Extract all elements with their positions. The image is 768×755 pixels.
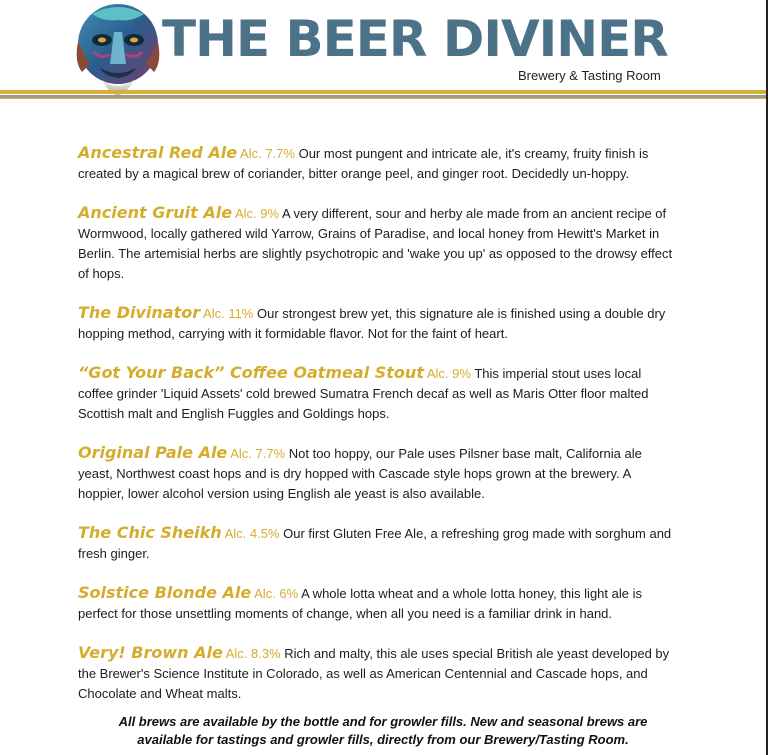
footer-line-2: available for tastings and growler fills, directly from our Brewery/Tasting Room.	[137, 732, 629, 747]
beer-description: A very different, sour and herby ale made from an ancient recipe of Wormwood, locally gathered wild Yarrow, Grains of Paradise, and local honey from Hewitt's Market in Berlin. The artemisial herbs are slightly psychotropic and 'wake you up' as opposed to the drowsy effect of hops.	[78, 206, 673, 281]
beer-description: This imperial stout uses local coffee grinder 'Liquid Assets' cold brewed Sumatra French decaf as well as Maris Otter floor malted Scottish malt and English Fuggles and Goldings hops.	[78, 366, 649, 421]
beer-description: Our first Gluten Free Ale, a refreshing grog made with sorghum and fresh ginger.	[78, 526, 672, 561]
beer-name: Solstice Blonde Ale	[78, 583, 252, 602]
beer-entry-the-divinator	[78, 303, 678, 344]
footer-note	[78, 713, 688, 749]
page-title: THE BEER DIVINER	[162, 10, 668, 68]
beer-list	[78, 143, 678, 723]
beer-entry-coffee-oatmeal-stout	[78, 363, 678, 424]
beer-name: Very! Brown Ale	[78, 643, 223, 662]
header-rule-gold-thin	[0, 98, 768, 99]
footer-line-1: All brews are available by the bottle and for growler fills. New and seasonal brews are	[118, 714, 648, 729]
beer-name: Ancient Gruit Ale	[78, 203, 233, 222]
beer-alcohol: Alc. 7.7%	[240, 146, 295, 161]
page-subtitle: Brewery & Tasting Room	[518, 68, 661, 83]
beer-alcohol: Alc. 8.3%	[225, 646, 281, 661]
beer-name: Ancestral Red Ale	[78, 143, 238, 162]
beer-name: The Divinator	[78, 303, 201, 322]
beer-alcohol: Alc. 6%	[254, 586, 299, 601]
beer-entry-ancestral-red-ale	[78, 143, 678, 184]
beer-name: Original Pale Ale	[78, 443, 228, 462]
beer-entry-very-brown-ale	[78, 643, 678, 704]
beer-description: Our most pungent and intricate ale, it's creamy, fruity finish is created by a magical brew of coriander, bitter orange peel, and ginger root. Decidedly un-hoppy.	[78, 146, 649, 181]
beer-description: A whole lotta wheat and a whole lotta honey, this light ale is perfect for those unsettling moments of change, when all you need is a familiar drink in hand.	[78, 586, 642, 621]
beer-alcohol: Alc. 11%	[203, 306, 254, 321]
beer-name: “Got Your Back” Coffee Oatmeal Stout	[78, 363, 424, 382]
beer-alcohol: Alc. 9%	[234, 206, 280, 221]
beer-description: Rich and malty, this ale uses special British ale yeast developed by the Brewer's Science Institute in Colorado, as well as American Centennial and Cascade hops, and Chocolate and Wheat malts.	[78, 646, 670, 701]
beer-alcohol: Alc. 7.7%	[230, 446, 286, 461]
beer-entry-solstice-blonde-ale	[78, 583, 678, 624]
beer-alcohol: Alc. 9%	[426, 366, 471, 381]
beer-entry-the-chic-sheikh	[78, 523, 678, 564]
beer-name: The Chic Sheikh	[78, 523, 222, 542]
beer-description: Not too hoppy, our Pale uses Pilsner base malt, California ale yeast, Northwest coast hops and is dry hopped with Cascade style hops grown at the brewery. A hoppier, lower alcohol version using English ale yeast is also available.	[78, 446, 642, 501]
beer-entry-ancient-gruit-ale	[78, 203, 678, 284]
header-rule-gold	[0, 90, 768, 94]
beer-alcohol: Alc. 4.5%	[224, 526, 280, 541]
beer-entry-original-pale-ale	[78, 443, 678, 504]
beer-description: Our strongest brew yet, this signature ale is finished using a double dry hopping method, carrying with it formidable flavor. Not for the faint of heart.	[78, 306, 666, 341]
